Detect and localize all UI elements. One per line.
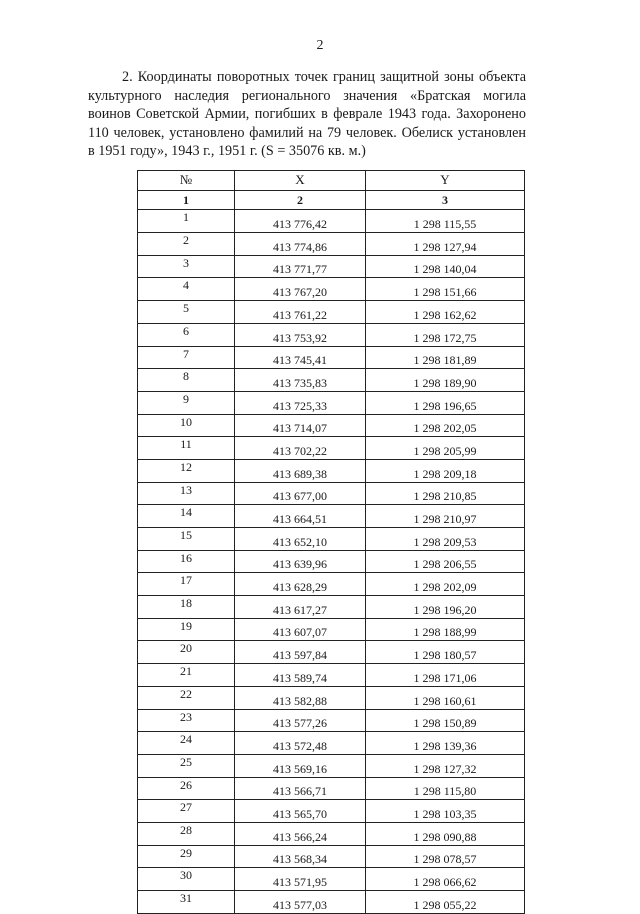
point-number: 13 — [138, 482, 235, 505]
point-number: 5 — [138, 301, 235, 324]
point-number: 14 — [138, 505, 235, 528]
coord-x: 413 735,83 — [235, 369, 366, 392]
coord-y: 1 298 202,05 — [366, 414, 525, 437]
point-number: 17 — [138, 573, 235, 596]
coord-x: 413 568,34 — [235, 845, 366, 868]
coord-x: 413 761,22 — [235, 301, 366, 324]
table-row — [138, 528, 525, 551]
table-row — [138, 437, 525, 460]
coord-y: 1 298 188,99 — [366, 618, 525, 641]
table-row — [138, 573, 525, 596]
point-number: 19 — [138, 618, 235, 641]
point-number: 28 — [138, 822, 235, 845]
coord-x: 413 664,51 — [235, 505, 366, 528]
coord-y: 1 298 210,85 — [366, 482, 525, 505]
coord-y: 1 298 115,80 — [366, 777, 525, 800]
coord-y: 1 298 140,04 — [366, 255, 525, 278]
table-row — [138, 822, 525, 845]
point-number: 12 — [138, 459, 235, 482]
coord-y: 1 298 055,22 — [366, 891, 525, 914]
point-number: 18 — [138, 596, 235, 619]
table-body — [138, 190, 525, 913]
coord-x: 413 639,96 — [235, 550, 366, 573]
point-number: 4 — [138, 278, 235, 301]
coord-x: 413 566,71 — [235, 777, 366, 800]
point-number: 27 — [138, 800, 235, 823]
table-row — [138, 414, 525, 437]
header-number: № — [138, 171, 235, 191]
coord-y: 1 298 150,89 — [366, 709, 525, 732]
coord-x: 413 628,29 — [235, 573, 366, 596]
table-row — [138, 391, 525, 414]
coord-x: 413 774,86 — [235, 233, 366, 256]
table-row — [138, 505, 525, 528]
point-number: 24 — [138, 732, 235, 755]
coord-y: 1 298 115,55 — [366, 210, 525, 233]
page-number: 2 — [316, 38, 324, 53]
coord-x: 413 589,74 — [235, 664, 366, 687]
point-number: 16 — [138, 550, 235, 573]
point-number: 9 — [138, 391, 235, 414]
coord-y: 1 298 151,66 — [366, 278, 525, 301]
point-number: 2 — [138, 233, 235, 256]
point-number: 10 — [138, 414, 235, 437]
table-row — [138, 482, 525, 505]
coord-y: 1 298 162,62 — [366, 301, 525, 324]
coord-x: 413 582,88 — [235, 686, 366, 709]
coord-x: 413 677,00 — [235, 482, 366, 505]
table-row — [138, 301, 525, 324]
coord-y: 1 298 209,18 — [366, 459, 525, 482]
coord-x: 413 689,38 — [235, 459, 366, 482]
coord-y: 1 298 206,55 — [366, 550, 525, 573]
table-row — [138, 868, 525, 891]
coord-y: 1 298 066,62 — [366, 868, 525, 891]
coord-x: 413 745,41 — [235, 346, 366, 369]
coord-x: 413 652,10 — [235, 528, 366, 551]
coord-y: 1 298 078,57 — [366, 845, 525, 868]
point-number: 7 — [138, 346, 235, 369]
table-row — [138, 891, 525, 914]
point-number: 25 — [138, 754, 235, 777]
table-row — [138, 550, 525, 573]
coord-x: 413 725,33 — [235, 391, 366, 414]
coord-x: 413 771,77 — [235, 255, 366, 278]
point-number: 3 — [138, 255, 235, 278]
coord-x: 413 571,95 — [235, 868, 366, 891]
header-y: Y — [366, 171, 525, 191]
coord-y: 1 298 180,57 — [366, 641, 525, 664]
coord-y: 1 298 172,75 — [366, 323, 525, 346]
point-number: 26 — [138, 777, 235, 800]
coord-x: 413 565,70 — [235, 800, 366, 823]
column-number-3: 3 — [366, 190, 525, 210]
coord-y: 1 298 205,99 — [366, 437, 525, 460]
table-row — [138, 323, 525, 346]
coord-y: 1 298 202,09 — [366, 573, 525, 596]
section-paragraph: 2. Координаты поворотных точек границ защитной зоны объекта культурного наследия регионального значения «Братская могила воинов Советской Армии, погибших в феврале 1943 года. Захоронено 110 человек, установлено фамилий на 79 человек. Обелиск установлен в 1951 году», 1943 г., 1951 г. (S = 35076 кв. м.) — [88, 69, 526, 159]
table-row — [138, 210, 525, 233]
coord-x: 413 607,07 — [235, 618, 366, 641]
coord-y: 1 298 196,20 — [366, 596, 525, 619]
coord-y: 1 298 139,36 — [366, 732, 525, 755]
coord-x: 413 753,92 — [235, 323, 366, 346]
coord-x: 413 569,16 — [235, 754, 366, 777]
table-row — [138, 845, 525, 868]
point-number: 15 — [138, 528, 235, 551]
coord-y: 1 298 127,94 — [366, 233, 525, 256]
table-row — [138, 732, 525, 755]
table-row — [138, 596, 525, 619]
point-number: 1 — [138, 210, 235, 233]
table-row — [138, 777, 525, 800]
table-row — [138, 754, 525, 777]
coord-y: 1 298 196,65 — [366, 391, 525, 414]
coord-x: 413 714,07 — [235, 414, 366, 437]
coord-x: 413 572,48 — [235, 732, 366, 755]
table-row — [138, 278, 525, 301]
coord-y: 1 298 210,97 — [366, 505, 525, 528]
point-number: 22 — [138, 686, 235, 709]
table-row — [138, 664, 525, 687]
table-row — [138, 709, 525, 732]
coord-x: 413 566,24 — [235, 822, 366, 845]
table-row — [138, 255, 525, 278]
point-number: 31 — [138, 891, 235, 914]
coord-y: 1 298 160,61 — [366, 686, 525, 709]
coord-x: 413 702,22 — [235, 437, 366, 460]
table-row — [138, 459, 525, 482]
coord-y: 1 298 103,35 — [366, 800, 525, 823]
table-header-row — [138, 171, 525, 191]
table-row — [138, 800, 525, 823]
point-number: 11 — [138, 437, 235, 460]
table-row — [138, 618, 525, 641]
coord-x: 413 767,20 — [235, 278, 366, 301]
coord-x: 413 577,03 — [235, 891, 366, 914]
point-number: 29 — [138, 845, 235, 868]
table-row — [138, 641, 525, 664]
coord-y: 1 298 127,32 — [366, 754, 525, 777]
coord-x: 413 577,26 — [235, 709, 366, 732]
column-number-1: 1 — [138, 190, 235, 210]
table-row — [138, 369, 525, 392]
coord-x: 413 617,27 — [235, 596, 366, 619]
table-row — [138, 233, 525, 256]
coordinates-table — [137, 170, 525, 914]
point-number: 23 — [138, 709, 235, 732]
point-number: 8 — [138, 369, 235, 392]
point-number: 21 — [138, 664, 235, 687]
coord-x: 413 776,42 — [235, 210, 366, 233]
table-row — [138, 686, 525, 709]
coord-y: 1 298 189,90 — [366, 369, 525, 392]
point-number: 6 — [138, 323, 235, 346]
header-x: X — [235, 171, 366, 191]
table-row — [138, 346, 525, 369]
coord-y: 1 298 209,53 — [366, 528, 525, 551]
coord-y: 1 298 181,89 — [366, 346, 525, 369]
point-number: 20 — [138, 641, 235, 664]
column-number-2: 2 — [235, 190, 366, 210]
coord-y: 1 298 171,06 — [366, 664, 525, 687]
column-number-row — [138, 190, 525, 210]
coord-x: 413 597,84 — [235, 641, 366, 664]
point-number: 30 — [138, 868, 235, 891]
coord-y: 1 298 090,88 — [366, 822, 525, 845]
